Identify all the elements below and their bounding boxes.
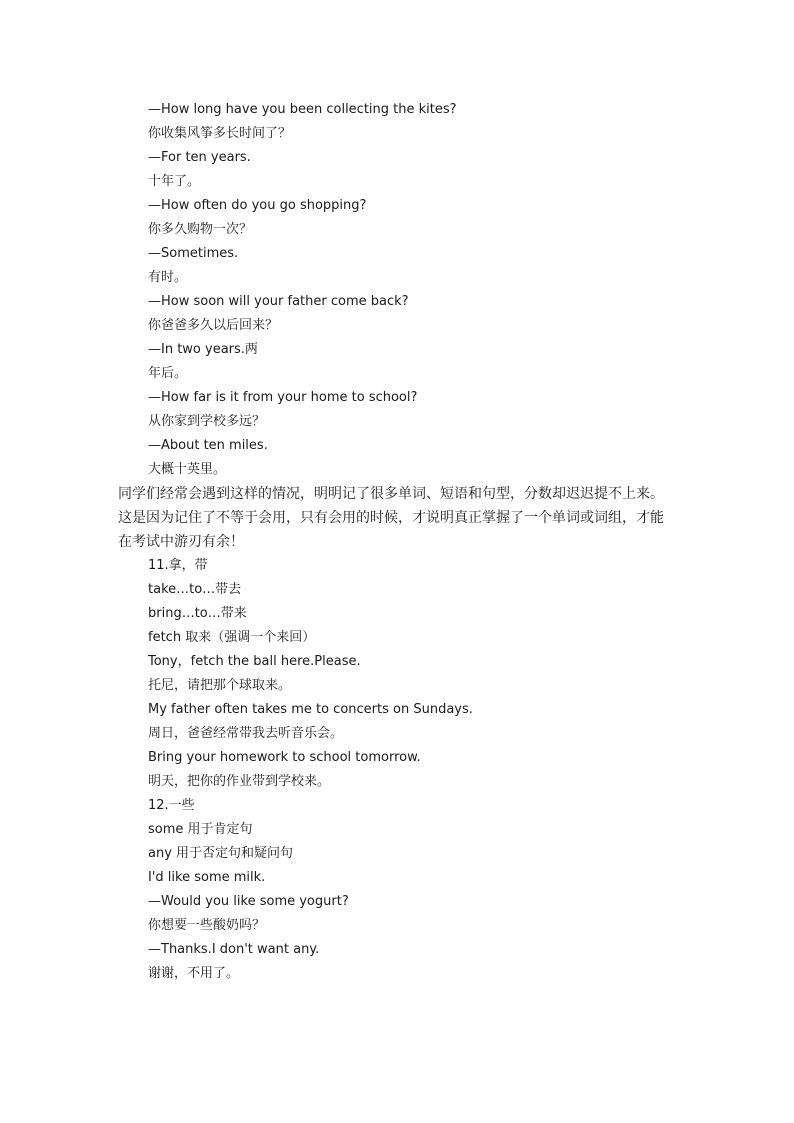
dialogue-line: —Thanks.I don't want any. xyxy=(148,942,320,957)
phrase-line: fetch 取来（强调一个来回） xyxy=(148,630,316,645)
phrase-line: any 用于否定句和疑问句 xyxy=(148,846,294,861)
dialogue-line: —How far is it from your home to school? xyxy=(148,390,418,405)
dialogue-line: —In two years.两 xyxy=(148,342,258,357)
example-line: I'd like some milk. xyxy=(148,870,266,885)
phrase-line: some 用于肯定句 xyxy=(148,822,253,837)
translation-line: 大概十英里。 xyxy=(148,462,227,477)
paragraph-line: 同学们经常会遇到这样的情况，明明记了很多单词、短语和句型，分数却迟迟提不上来。 xyxy=(118,486,664,502)
dialogue-line: —How often do you go shopping? xyxy=(148,198,367,213)
translation-line: 你爸爸多久以后回来？ xyxy=(148,318,279,333)
dialogue-line: —How soon will your father come back? xyxy=(148,294,409,309)
dialogue-line: —About ten miles. xyxy=(148,438,268,453)
phrase-line: bring…to…带来 xyxy=(148,606,247,621)
translation-line: 周日，爸爸经常带我去听音乐会。 xyxy=(148,726,344,741)
translation-line: 从你家到学校多远？ xyxy=(148,414,266,429)
translation-line: 谢谢，不用了。 xyxy=(148,966,240,981)
translation-line: 明天，把你的作业带到学校来。 xyxy=(148,774,331,789)
translation-line: 十年了。 xyxy=(148,174,201,189)
paragraph-line: 这是因为记住了不等于会用，只有会用的时候，才说明真正掌握了一个单词或词组，才能 xyxy=(118,510,664,526)
document-body xyxy=(0,98,794,986)
dialogue-line: —Sometimes. xyxy=(148,246,239,261)
example-line: My father often takes me to concerts on Sundays. xyxy=(148,702,473,717)
section-heading: 12.一些 xyxy=(148,798,195,813)
translation-line: 有时。 xyxy=(148,270,188,285)
dialogue-line: —For ten years. xyxy=(148,150,251,165)
example-line: Tony，fetch the ball here.Please. xyxy=(148,654,361,669)
translation-line: 你多久购物一次？ xyxy=(148,222,253,237)
dialogue-line: —Would you like some yogurt? xyxy=(148,894,349,909)
phrase-line: take…to…带去 xyxy=(148,582,242,597)
section-heading: 11.拿，带 xyxy=(148,558,208,573)
translation-line: 你想要一些酸奶吗？ xyxy=(148,918,266,933)
translation-line: 托尼，请把那个球取来。 xyxy=(148,678,292,693)
example-line: Bring your homework to school tomorrow. xyxy=(148,750,421,765)
translation-line: 年后。 xyxy=(148,366,188,381)
dialogue-line: —How long have you been collecting the kites? xyxy=(148,102,457,117)
translation-line: 你收集风筝多长时间了？ xyxy=(148,126,292,141)
paragraph-line: 在考试中游刃有余！ xyxy=(118,534,244,550)
